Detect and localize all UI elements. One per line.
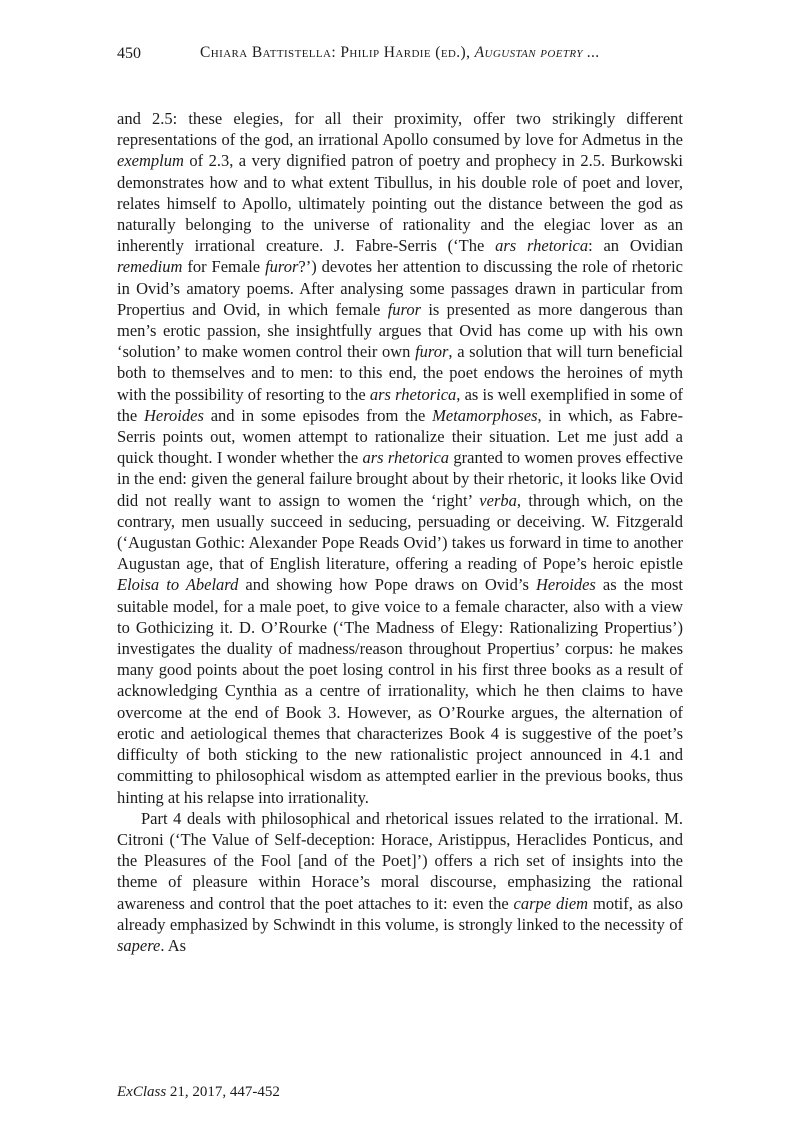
text-run: . As: [160, 935, 187, 955]
text-run: Chiara Battistella: Philip Hardie (ed.),: [200, 44, 475, 61]
text-run: : an Ovidian: [588, 236, 684, 256]
text-run: Part 4 deals with philosophical and rhetorical issues related to the irrational. M. Citroni (‘The Value of Self-deception: Horace, Aristippus, Heraclides Ponticus, and the Pleasures of the Fool [and of the Poet]’) offers a rich set of insights into the theme of pleasure within Horace’s moral discourse, emphasizing the rational awareness and control that the poet attaches to it: even the: [117, 808, 683, 913]
review-body: [117, 108, 683, 956]
text-run: ?’) devotes her attention to discussing the role of rhetoric in Ovid’s amatory poems. After analysing some passages drawn in particular from Propertius and Ovid, in which female: [117, 257, 683, 319]
text-run: for Female: [182, 257, 266, 277]
italic-text-run: Metamorphoses: [432, 405, 538, 425]
italic-text-run: Heroides: [143, 405, 204, 425]
text-run: and 2.5: these elegies, for all their proximity, offer two strikingly different representations of the god, an irrational Apollo consumed by love for Admetus in the: [117, 109, 683, 150]
paragraph: [117, 808, 683, 956]
italic-text-run: Augustan poetry ...: [474, 44, 600, 61]
running-title: [117, 44, 683, 62]
paragraph: [117, 108, 683, 808]
page-footer: [117, 1084, 280, 1101]
text-run: , in which, as Fabre-Serris points out, women attempt to rationalize their situation. Let me just add a quick thought. I wonder whether the: [117, 405, 684, 468]
italic-text-run: furor: [265, 257, 299, 277]
text-run: , as is well exemplified in some of the: [117, 384, 684, 425]
text-run: 21, 2017, 447-452: [166, 1084, 280, 1100]
italic-text-run: sapere: [117, 935, 161, 955]
text-run: and showing how Pope draws on Ovid’s: [238, 575, 536, 595]
text-run: , through which, on the contrary, men usually succeed in seducing, persuading or deceiving. W. Fitzgerald (‘Augustan Gothic: Alexander Pope Reads Ovid’) takes us forward in time to another Augustan age, that of English literature, offering a reading of Pope’s heroic epistle: [117, 490, 683, 574]
italic-text-run: ExClass: [117, 1084, 167, 1100]
italic-text-run: Heroides: [535, 575, 596, 595]
text-run: granted to women proves effective in the end: given the general failure brought about by their rhetoric, it looks like Ovid did not really want to assign to women the ‘right’: [117, 448, 684, 510]
page-number: 450: [117, 45, 141, 62]
italic-text-run: ars rhetorica: [369, 384, 457, 404]
italic-text-run: furor: [387, 299, 422, 319]
italic-text-run: ars rhetorica: [362, 448, 450, 468]
italic-text-run: carpe diem: [513, 893, 589, 913]
italic-text-run: Eloisa to Abelard: [117, 575, 239, 595]
italic-text-run: remedium: [117, 257, 183, 277]
italic-text-run: exemplum: [117, 151, 184, 171]
page-header: [117, 44, 683, 66]
text-run: and in some episodes from the: [203, 405, 433, 425]
italic-text-run: ars rhetorica: [495, 236, 589, 256]
text-run: of 2.3, a very dignified patron of poetry and prophecy in 2.5. Burkowski demonstrates how and to what extent Tibullus, in his double role of poet and lover, relates himself to Apollo, ultimately pointing out the distance between the god as naturally belonging to the universe of rationality and the elegiac lover as an inherently irrational creature. J. Fabre-Serris (‘The: [117, 151, 683, 256]
text-run: is presented as more dangerous than men’s erotic passion, she insightfully argues that Ovid has come up with his own ‘solution’ to make women control their own: [117, 299, 683, 362]
text-run: as the most suitable model, for a male poet, to give voice to a female character, also with a view to Gothicizing it. D. O’Rourke (‘The Madness of Elegy: Rationalizing Propertius’) investigates the duality of madness/reason throughout Propertius’ corpus: he makes many good points about the poet losing control in his first three books as a result of acknowledging Cynthia as a centre of irrationality, which he then claims to have overcome at the end of Book 3. However, as O’Rourke argues, the alternation of erotic and aetiological themes that characterizes Book 4 is suggestive of the poet’s difficulty of both sticking to the new rationalistic project announced in 4.1 and committing to philosophical wisdom as attempted earlier in the previous books, thus hinting at his relapse into irrationality.: [117, 575, 684, 807]
text-run: , a solution that will turn beneficial both to themselves and to men: to this end, the poet endows the heroines of myth with the possibility of resorting to the: [117, 342, 684, 404]
text-run: motif, as also already emphasized by Schwindt in this volume, is strongly linked to the necessity of: [117, 893, 683, 934]
italic-text-run: verba: [479, 490, 517, 510]
italic-text-run: furor: [415, 342, 449, 362]
journal-reference: [117, 1084, 280, 1100]
